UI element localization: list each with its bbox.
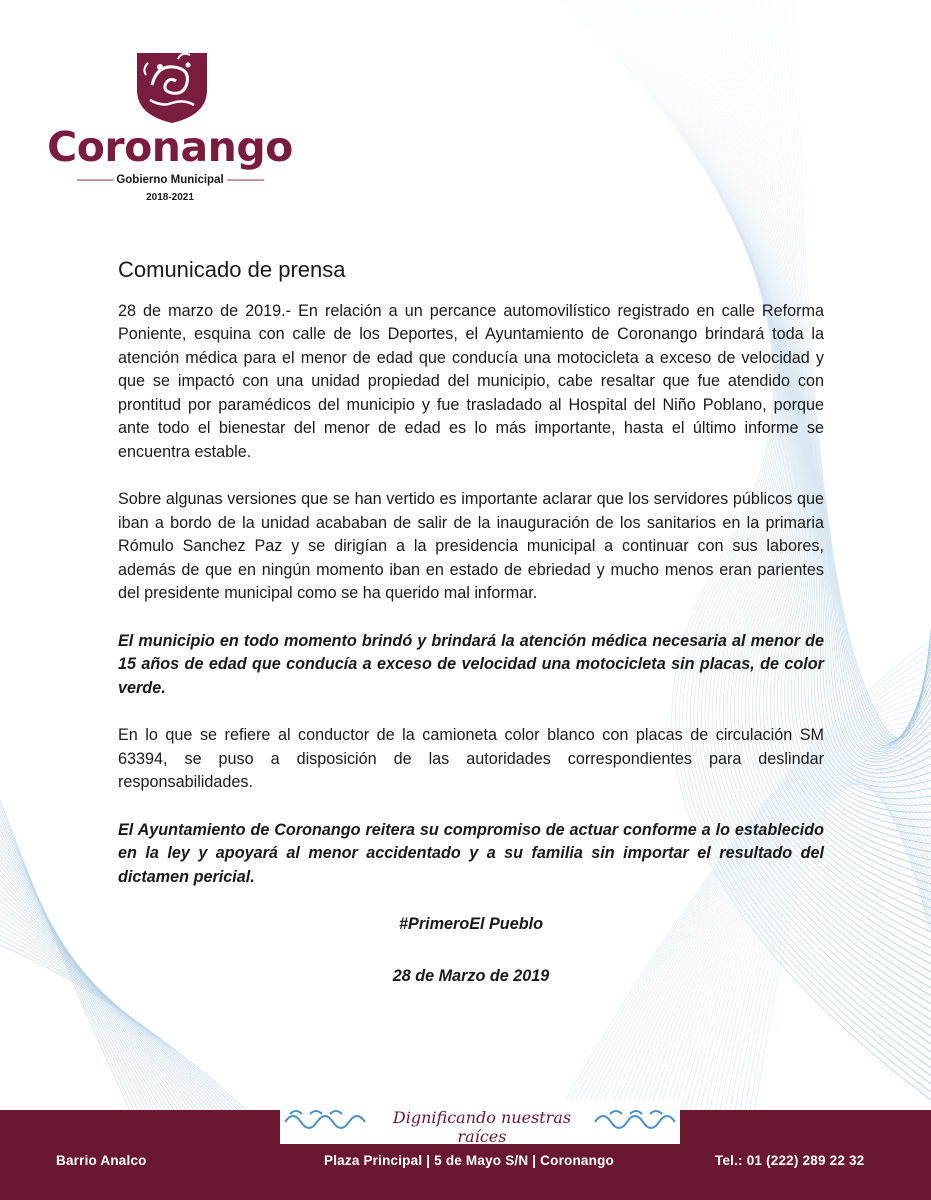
paragraph: Sobre algunas versiones que se han vertido es importante aclarar que los servidores públicos que iban a bordo de la unidad acababan de salir de la inauguración de los sanitarios en la primaria Rómulo Sanchez Paz y se dirigían a la presidencia municipal a continuar con sus labores, además de que en ningún momento iban en estado de ebriedad y mucho menos eran parientes del presidente municipal como se ha querido mal informar. bbox=[118, 490, 824, 602]
footer-address-left: Barrio Analco bbox=[56, 1153, 147, 1168]
footer-phone: Tel.: 01 (222) 289 22 32 bbox=[715, 1153, 865, 1168]
logo-name: Coronango bbox=[47, 123, 293, 171]
footer-motto: Dignificando nuestras raíces bbox=[392, 1108, 572, 1146]
logo-dash-left: ------------- bbox=[76, 174, 114, 186]
paragraph: 28 de marzo de 2019.- En relación a un percance automovilístico registrado en calle Reforma Poniente, esquina con calle de los Deportes, el Ayuntamiento de Coronango brindará toda la atención médica para el menor de edad que conducía una motocicleta a exceso de velocidad y que se impactó con una unidad propiedad del municipio, cabe resaltar que fue atendido con prontitud por paramédicos del municipio y fue trasladado al Hospital del Niño Poblano, porque ante todo el bienestar del menor de edad es lo más importante, hasta el último informe se encuentra estable. bbox=[118, 301, 824, 461]
municipal-logo bbox=[40, 40, 300, 215]
footer-address-center: Plaza Principal | 5 de Mayo S/N | Coronango bbox=[324, 1153, 614, 1168]
signature-date: 28 de Marzo de 2019 bbox=[392, 966, 550, 985]
logo-dash-right: ------------- bbox=[226, 174, 264, 186]
press-release-body bbox=[118, 258, 824, 988]
page-title: Comunicado de prensa bbox=[118, 257, 346, 282]
paragraph: En lo que se refiere al conductor de la camioneta color blanco con placas de circulación SM 63394, se puso a disposición de las autoridades correspondientes para deslindar responsabilidades. bbox=[118, 726, 824, 791]
coronango-emblem-icon bbox=[132, 45, 212, 125]
logo-years: 2018-2021 bbox=[146, 192, 194, 203]
logo-subtitle-row bbox=[40, 174, 300, 186]
hashtag: #PrimeroEl Pueblo bbox=[399, 915, 543, 933]
logo-subtitle: Gobierno Municipal bbox=[116, 174, 224, 186]
emphasis-paragraph: El Ayuntamiento de Coronango reitera su compromiso de actuar conforme a lo establecido en la ley y apoyará al menor accidentado y a su familia sin importar el resultado del dictamen pericial. bbox=[118, 820, 824, 886]
emphasis-paragraph: El municipio en todo momento brindó y brindará la atención médica necesaria al menor de 15 años de edad que conducía a exceso de velocidad una motocicleta sin placas, de color verde. bbox=[118, 631, 824, 697]
